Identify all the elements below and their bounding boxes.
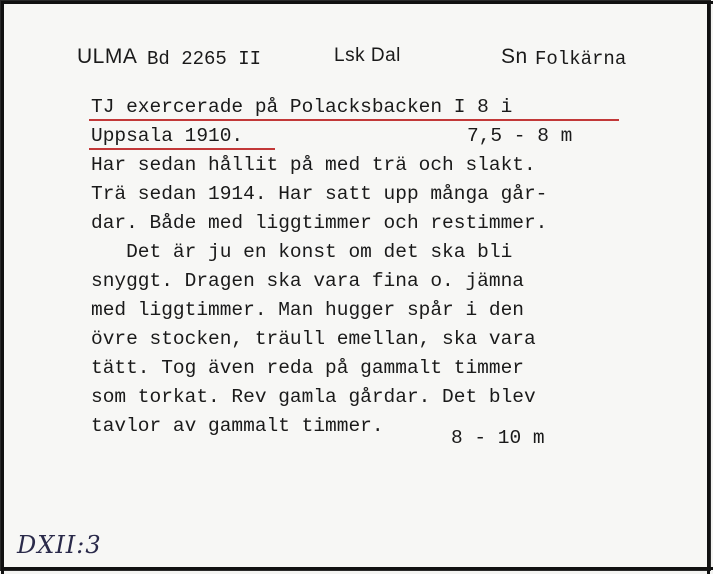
text-line [91,383,631,412]
handwritten-classification: DXII:3 [17,531,102,559]
line-text: med liggtimmer. Man hugger spår i den [91,299,524,321]
card-border-left [1,1,4,574]
socken-label: Sn [501,45,528,68]
line-text: TJ exercerade på Polacksbacken I 8 i [91,96,513,118]
card-border-bottom [1,567,713,570]
line-text: dar. Både med liggtimmer och restimmer. [91,212,548,234]
record-number: Bd 2265 II [147,48,262,70]
text-line [91,180,631,209]
card-header [77,45,657,79]
line-text: övre stocken, träull emellan, ska vara [91,328,536,350]
line-text: snyggt. Dragen ska vara fina o. jämna [91,270,524,292]
archive-code: ULMA [77,45,138,68]
measure-note: 7,5 - 8 m [467,125,573,147]
socken-name: Folkärna [535,48,627,70]
line-text: tätt. Tog även reda på gammalt timmer [91,357,524,379]
text-line [91,267,631,296]
line-text: som torkat. Rev gamla gårdar. Det blev [91,386,536,408]
text-line [91,325,631,354]
text-line [91,296,631,325]
text-line [91,151,631,180]
text-line [91,122,631,151]
line-text: Har sedan hållit på med trä och slakt. [91,154,536,176]
card-border-right [707,1,710,574]
text-line [91,93,631,122]
text-line [91,209,631,238]
line-text: tavlor av gammalt timmer. [91,415,384,437]
text-line [91,354,631,383]
line-text: Det är ju en konst om det ska bli [91,241,513,263]
text-line [91,412,631,449]
measure-note: 8 - 10 m [451,427,545,449]
card-body [91,93,631,449]
card-border-top [1,1,713,4]
line-text: Uppsala 1910. [91,125,244,147]
line-text: Trä sedan 1914. Har satt upp många går- [91,183,548,205]
text-line [91,238,631,267]
landskap: Lsk Dal [334,45,401,66]
